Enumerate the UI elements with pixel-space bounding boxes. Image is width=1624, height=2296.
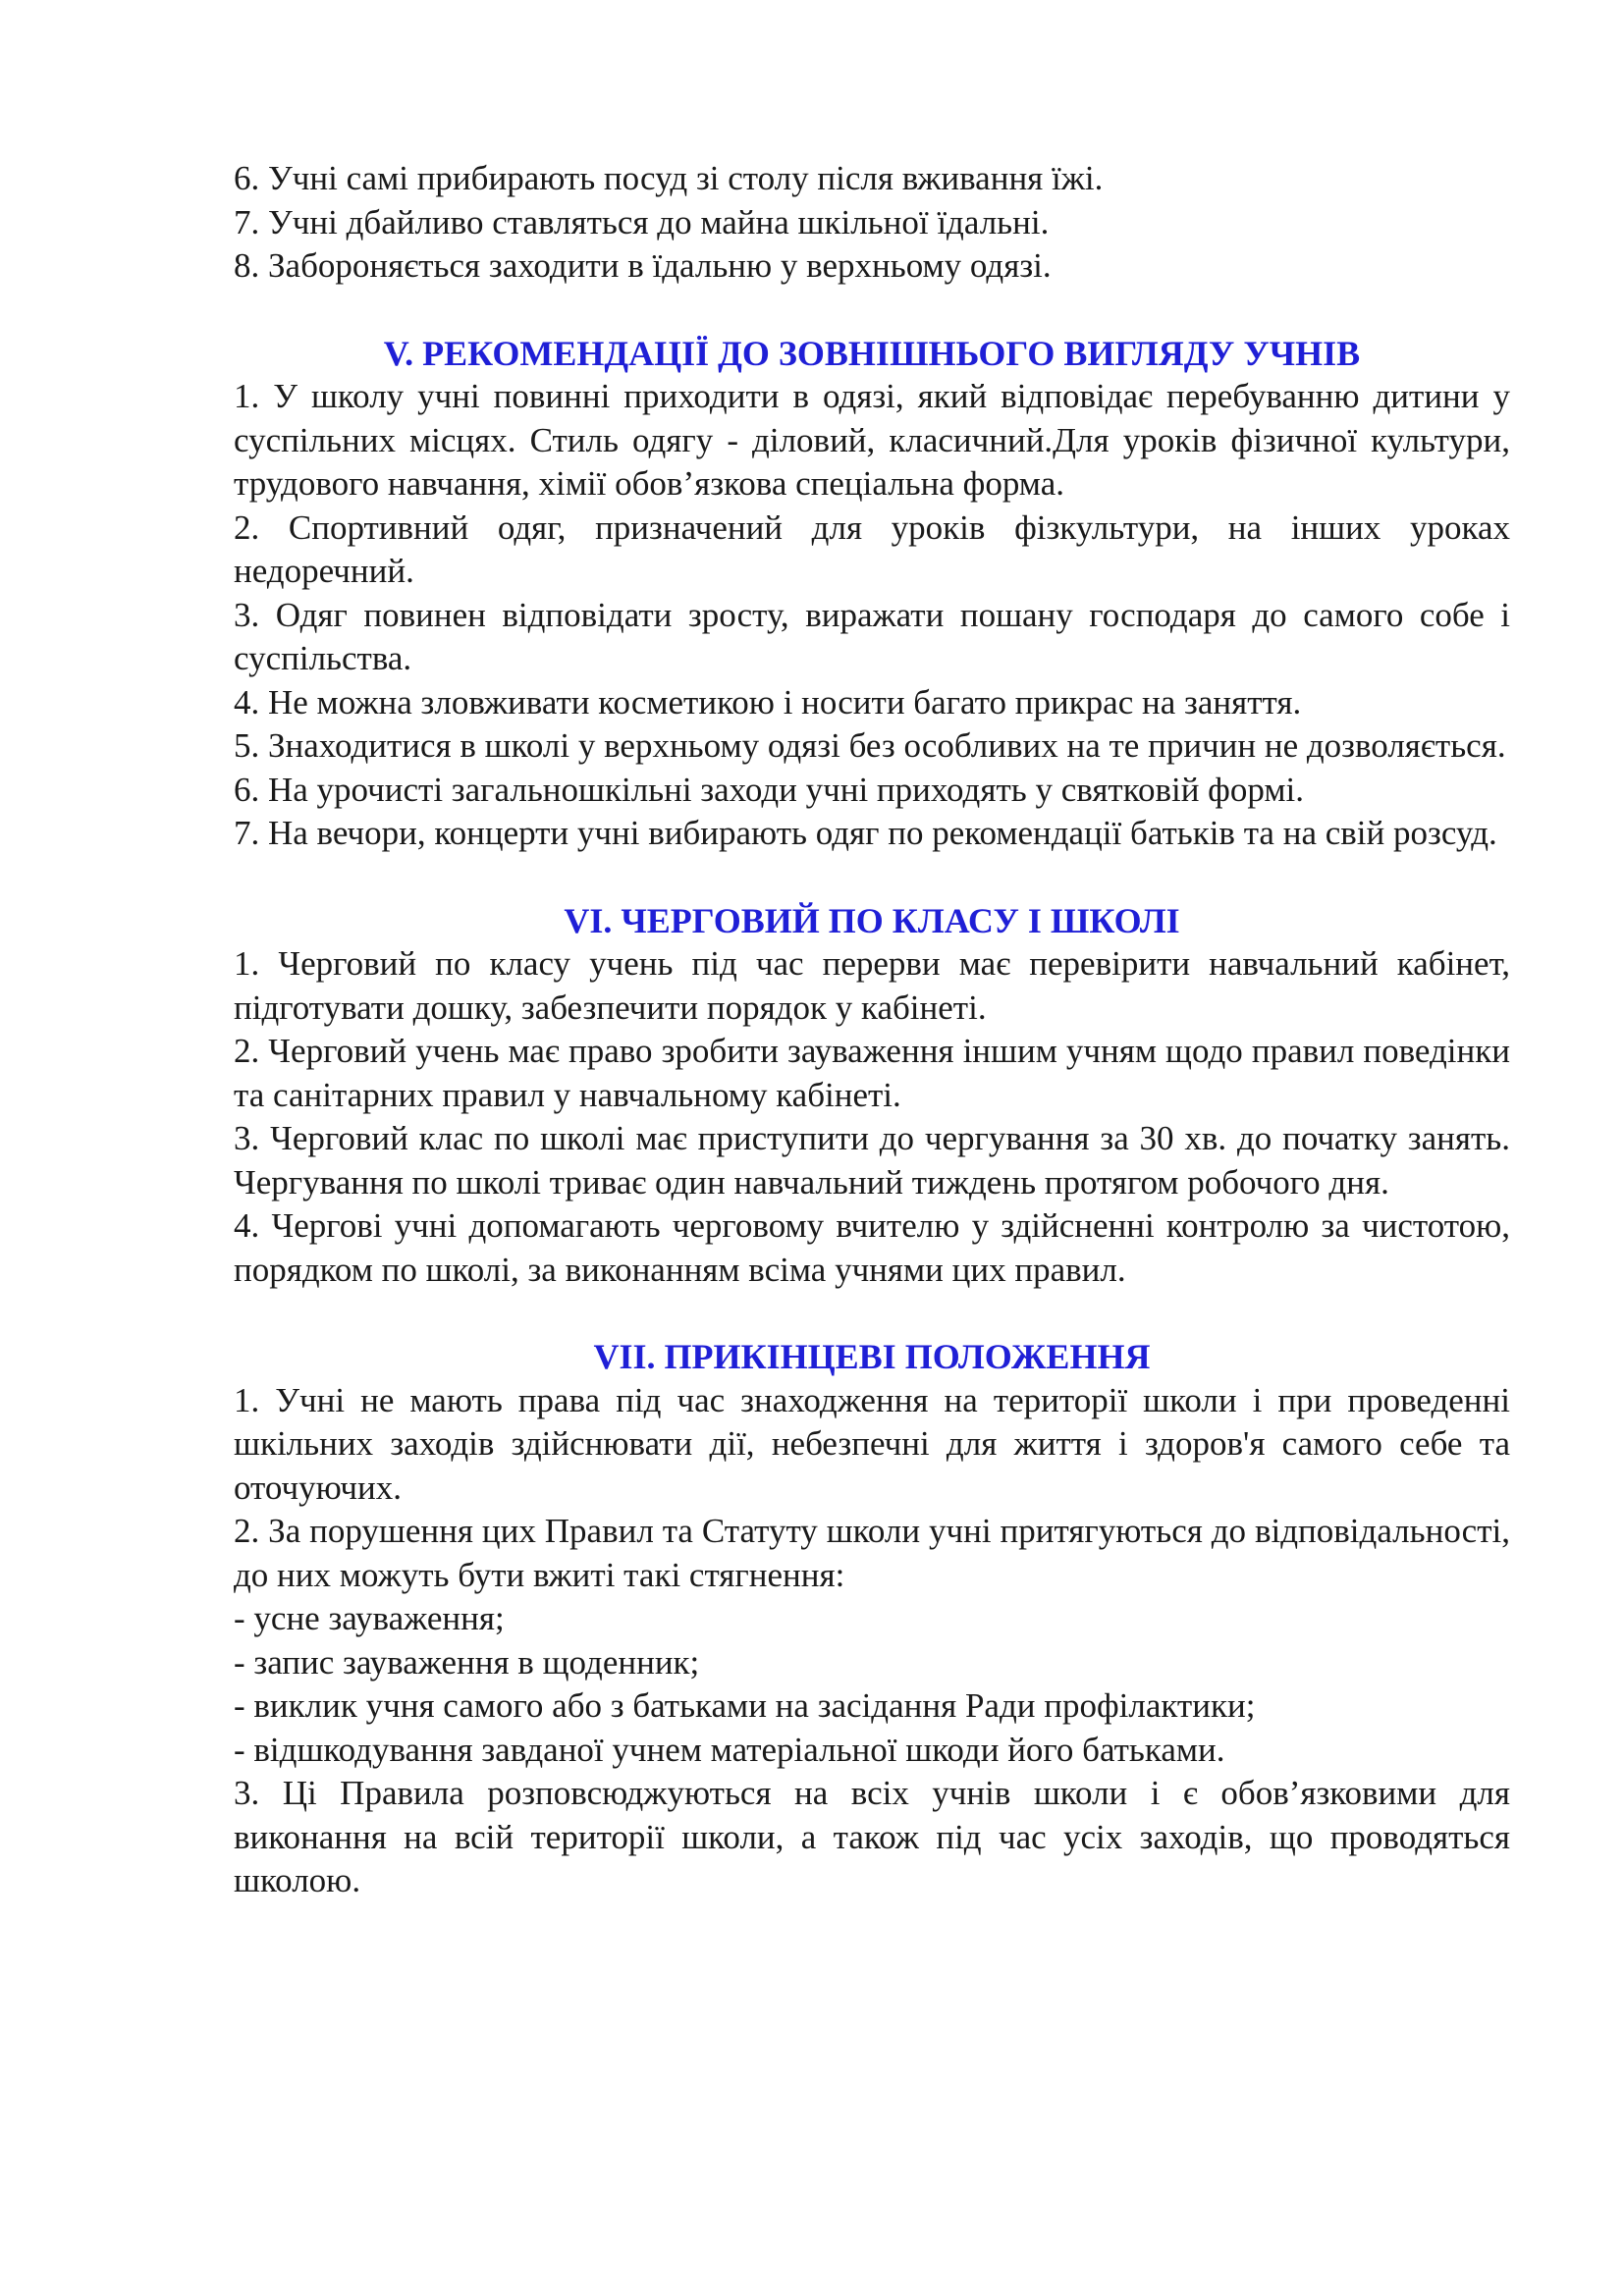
penalty-item: - відшкодування завданої учнем матеріальної шкоди його батьками. (234, 1730, 1225, 1769)
list-item: 6. На урочисті загальношкільні заходи учні приходять у святковій формі. (234, 770, 1304, 809)
section-heading-vii: VII. ПРИКІНЦЕВІ ПОЛОЖЕННЯ (593, 1337, 1151, 1376)
list-item: 1. У школу учні повинні приходити в одязі, який відповідає перебуванню дитини у суспільних місцях. Стиль одягу - діловий, класичний.Для уроків фізичної культури, трудового навчання, хімії обов’язкова спеціальна форма. (234, 377, 1510, 503)
penalty-item: - запис зауваження в щоденник; (234, 1642, 700, 1682)
list-item: 6. Учні самі прибирають посуд зі столу після вживання їжі. (234, 159, 1104, 197)
list-item: 1. Учні не мають права під час знаходження на території школи і при проведенні шкільних заходів здійснювати дії, небезпечні для життя і здоров'я самого себе та оточуючих. (234, 1380, 1510, 1507)
section-heading-vi: VI. ЧЕРГОВИЙ ПО КЛАСУ І ШКОЛІ (564, 900, 1180, 940)
section-heading-v: V. РЕКОМЕНДАЦІЇ ДО ЗОВНІШНЬОГО ВИГЛЯДУ УЧНІВ (383, 333, 1361, 373)
list-item: 3. Черговий клас по школі має приступити до чергування за 30 хв. до початку занять. Чергування по школі триває один навчальний тиждень протягом робочого дня. (234, 1119, 1510, 1201)
list-item: 2. Черговий учень має право зробити зауваження іншим учням щодо правил поведінки та санітарних правил у навчальному кабінеті. (234, 1032, 1510, 1114)
list-item: 7. Учні дбайливо ставляться до майна шкільної їдальні. (234, 202, 1050, 241)
penalty-item: - виклик учня самого або з батьками на засідання Ради профілактики; (234, 1686, 1256, 1725)
list-item: 8. Забороняється заходити в їдальню у верхньому одязі. (234, 246, 1052, 285)
list-item: 5. Знаходитися в школі у верхньому одязі без особливих на те причин не дозволяється. (234, 726, 1506, 765)
list-item: 2. За порушення цих Правил та Статуту школи учні притягуються до відповідальності, до них можуть бути вжиті такі стягнення: (234, 1512, 1510, 1594)
list-item: 3. Ці Правила розповсюджуються на всіх учнів школи і є обов’язковими для виконання на всій території школи, а також під час усіх заходів, що проводяться школою. (234, 1774, 1510, 1899)
list-item: 4. Чергові учні допомагають черговому вчителю у здійсненні контролю за чистотою, порядком по школі, за виконанням всіма учнями цих правил. (234, 1206, 1510, 1289)
penalty-item: - усне зауваження; (234, 1599, 505, 1637)
list-item: 1. Черговий по класу учень під час перерви має перевірити навчальний кабінет, підготувати дошку, забезпечити порядок у кабінеті. (234, 944, 1510, 1027)
list-item: 7. На вечори, концерти учні вибирають одяг по рекомендації батьків та на свій розсуд. (234, 814, 1497, 852)
list-item: 2. Спортивний одяг, призначений для уроків фізкультури, на інших уроках недоречний. (234, 507, 1510, 590)
list-item: 4. Не можна зловживати косметикою і носити багато прикрас на заняття. (234, 682, 1302, 721)
list-item: 3. Одяг повинен відповідати зросту, виражати пошану господаря до самого собе і суспільства. (234, 595, 1510, 677)
document-page (234, 157, 1510, 1903)
